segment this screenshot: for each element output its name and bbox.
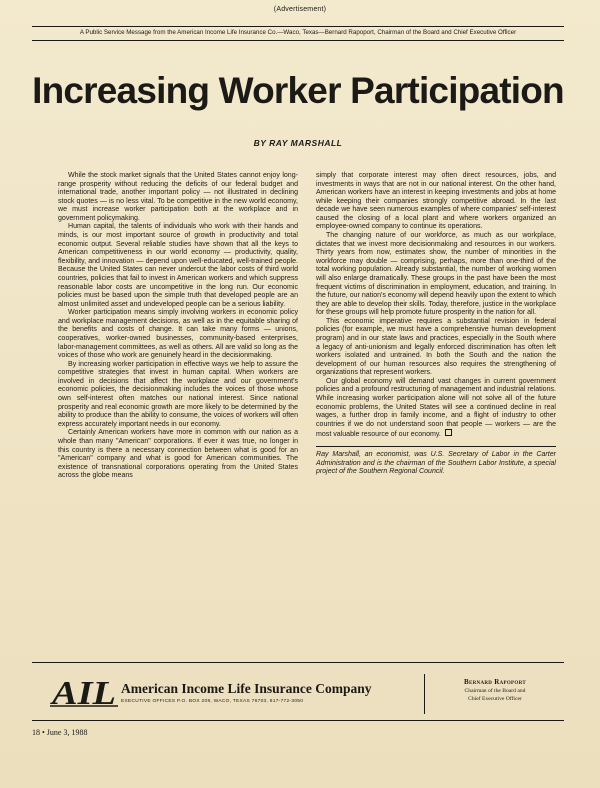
company-name: American Income Life Insurance Company <box>121 681 372 696</box>
paragraph: Certainly American workers have more in common with our nation as a whole than many "American" corporations. If ever it was true, no longer in this country is there a necessary connection between what is good for an "American" company and what is good for American communities. The existence of transnational corporations operating from the United States across the globe means <box>58 429 298 480</box>
signer-name: Bernard Rapoport <box>464 678 526 686</box>
paragraph: By increasing worker participation in effective ways we help to assure the competitive strategies that invest in human capital. When workers are involved in decisions that affect the workplace and our government's economic policies, the decisionmaking includes the voices of those whose own self-interest often matches our national interest. Since national prosperity and real economic growth are more likely to be determined by the ability to produce than the ability to consume, the voices of workers will often express accurately important needs in our economy. <box>58 360 298 428</box>
advertisement-label: (Advertisement) <box>273 6 327 13</box>
last-paragraph <box>316 378 556 440</box>
paragraph: Worker participation means simply involving workers in economic policy and workplace management decisions, as well as in the equitable sharing of the benefits and costs of change. It can take many forms — unions, cooperatives, worker-owned businesses, community-based enterprises, labor-management committees, as well as others. All are valid so long as the voices of those who work are genuinely heard in the decisionmaking. <box>58 309 298 360</box>
paragraph: This economic imperative requires a substantial revision in federal policies (for example, we must have a comprehensive human development program) and in our state laws and practices, especially in the South where a legacy of anti-unionism and legally enforced discrimination has often left workers isolated and untrained. In both the South and the nation the development of our human resources also requires the strengthening of organizations that represent workers. <box>316 317 556 377</box>
author-bio: Ray Marshall, an economist, was U.S. Secretary of Labor in the Carter Administration and is the chairman of the Southern Labor Institute, a special project of the Southern Regional Council. <box>316 446 556 477</box>
top-rule <box>32 26 564 27</box>
vertical-divider <box>424 674 425 714</box>
signer-title-1: Chairman of the Board and <box>464 688 526 694</box>
signer-title-2: Chief Executive Officer <box>468 696 522 702</box>
company-logo <box>50 674 118 708</box>
article-title: Increasing Worker Participation <box>32 70 564 111</box>
byline: BY RAY MARSHALL <box>253 138 343 148</box>
executive-offices: EXECUTIVE OFFICES P.O. BOX 208, WACO, TEXAS 76703, 817-772-3050 <box>121 699 304 704</box>
paragraph-text: Our global economy will demand vast changes in current government policies and a profound restructuring of management and industrial relations. While increasing worker participation alone will not solve all of the future economic problems, the United States will see a continued decline in real wages, a further drop in family income, and a flight of industry to other countries if we do not understand soon that people — workers — are the most valuable resource of our economy. <box>316 377 556 439</box>
paragraph: simply that corporate interest may often direct resources, jobs, and investments in ways that are not in our national interest. On the other hand, American workers have an interest in keeping investments and jobs at home while keeping their companies strongly competitive abroad. In the last decade we have seen numerous examples of where companies' self-interest caused the closing of a local plant and where workers organized an employee-owned company to continue its operations. <box>316 172 556 231</box>
signature-block <box>430 678 560 702</box>
public-service-message: A Public Service Message from the American Income Life Insurance Co.—Waco, Texas—Bernard Rapoport, Chairman of the Board and Chief Executive Officer <box>79 29 517 36</box>
end-mark-icon <box>445 429 452 436</box>
page-footer: 18 • June 3, 1988 <box>32 728 88 737</box>
right-column <box>316 172 556 477</box>
paragraph: While the stock market signals that the United States cannot enjoy long-range prosperity without reducing the deficits of our federal budget and international trade, another important policy — not illustrated in declining stock quotes — is no less vital. To be competitive in the new world economy, we must increase worker participation both at the workplace and in government policymaking. <box>58 172 298 222</box>
footer-rule <box>32 662 564 663</box>
footer-rule-2 <box>32 720 564 721</box>
top-rule-2 <box>32 40 564 41</box>
paragraph: The changing nature of our workforce, as much as our workplace, dictates that we invest more decisionmaking and resources in our workers. Thirty years from now, estimates show, the number of minorities in the workforce may double — comprising, perhaps, more than one-third of the total working population. Already substantial, the number of working women will also enlarge dramatically. These groups in the past have been the most frequent victims of discrimination in employment, education, and training. In the future, our nation's economy will depend heavily upon the extent to which they are able to develop their skills. Today, therefore, justice in the workplace for these groups will help promote future prosperity in the nation for all. <box>316 232 556 317</box>
paragraph: Human capital, the talents of individuals who work with their hands and minds, is our most important source of growth in productivity and total economic output. Several reliable studies have shown that all the keys to American competitiveness in our world economy — productivity, quality, flexibility, and innovation — depend upon well-educated, well-trained people. Because the United States can never undercut the labor costs of third world countries, policies that fail to invest in American workers and which suppress reasonable labor costs are uncompetitive in the long run. Our economic policies must be based upon the simple truth that developed people are an almost unlimited asset and undeveloped people can be a serious liability. <box>58 223 298 308</box>
left-column <box>58 172 298 481</box>
logo-text: AIL <box>50 675 117 708</box>
